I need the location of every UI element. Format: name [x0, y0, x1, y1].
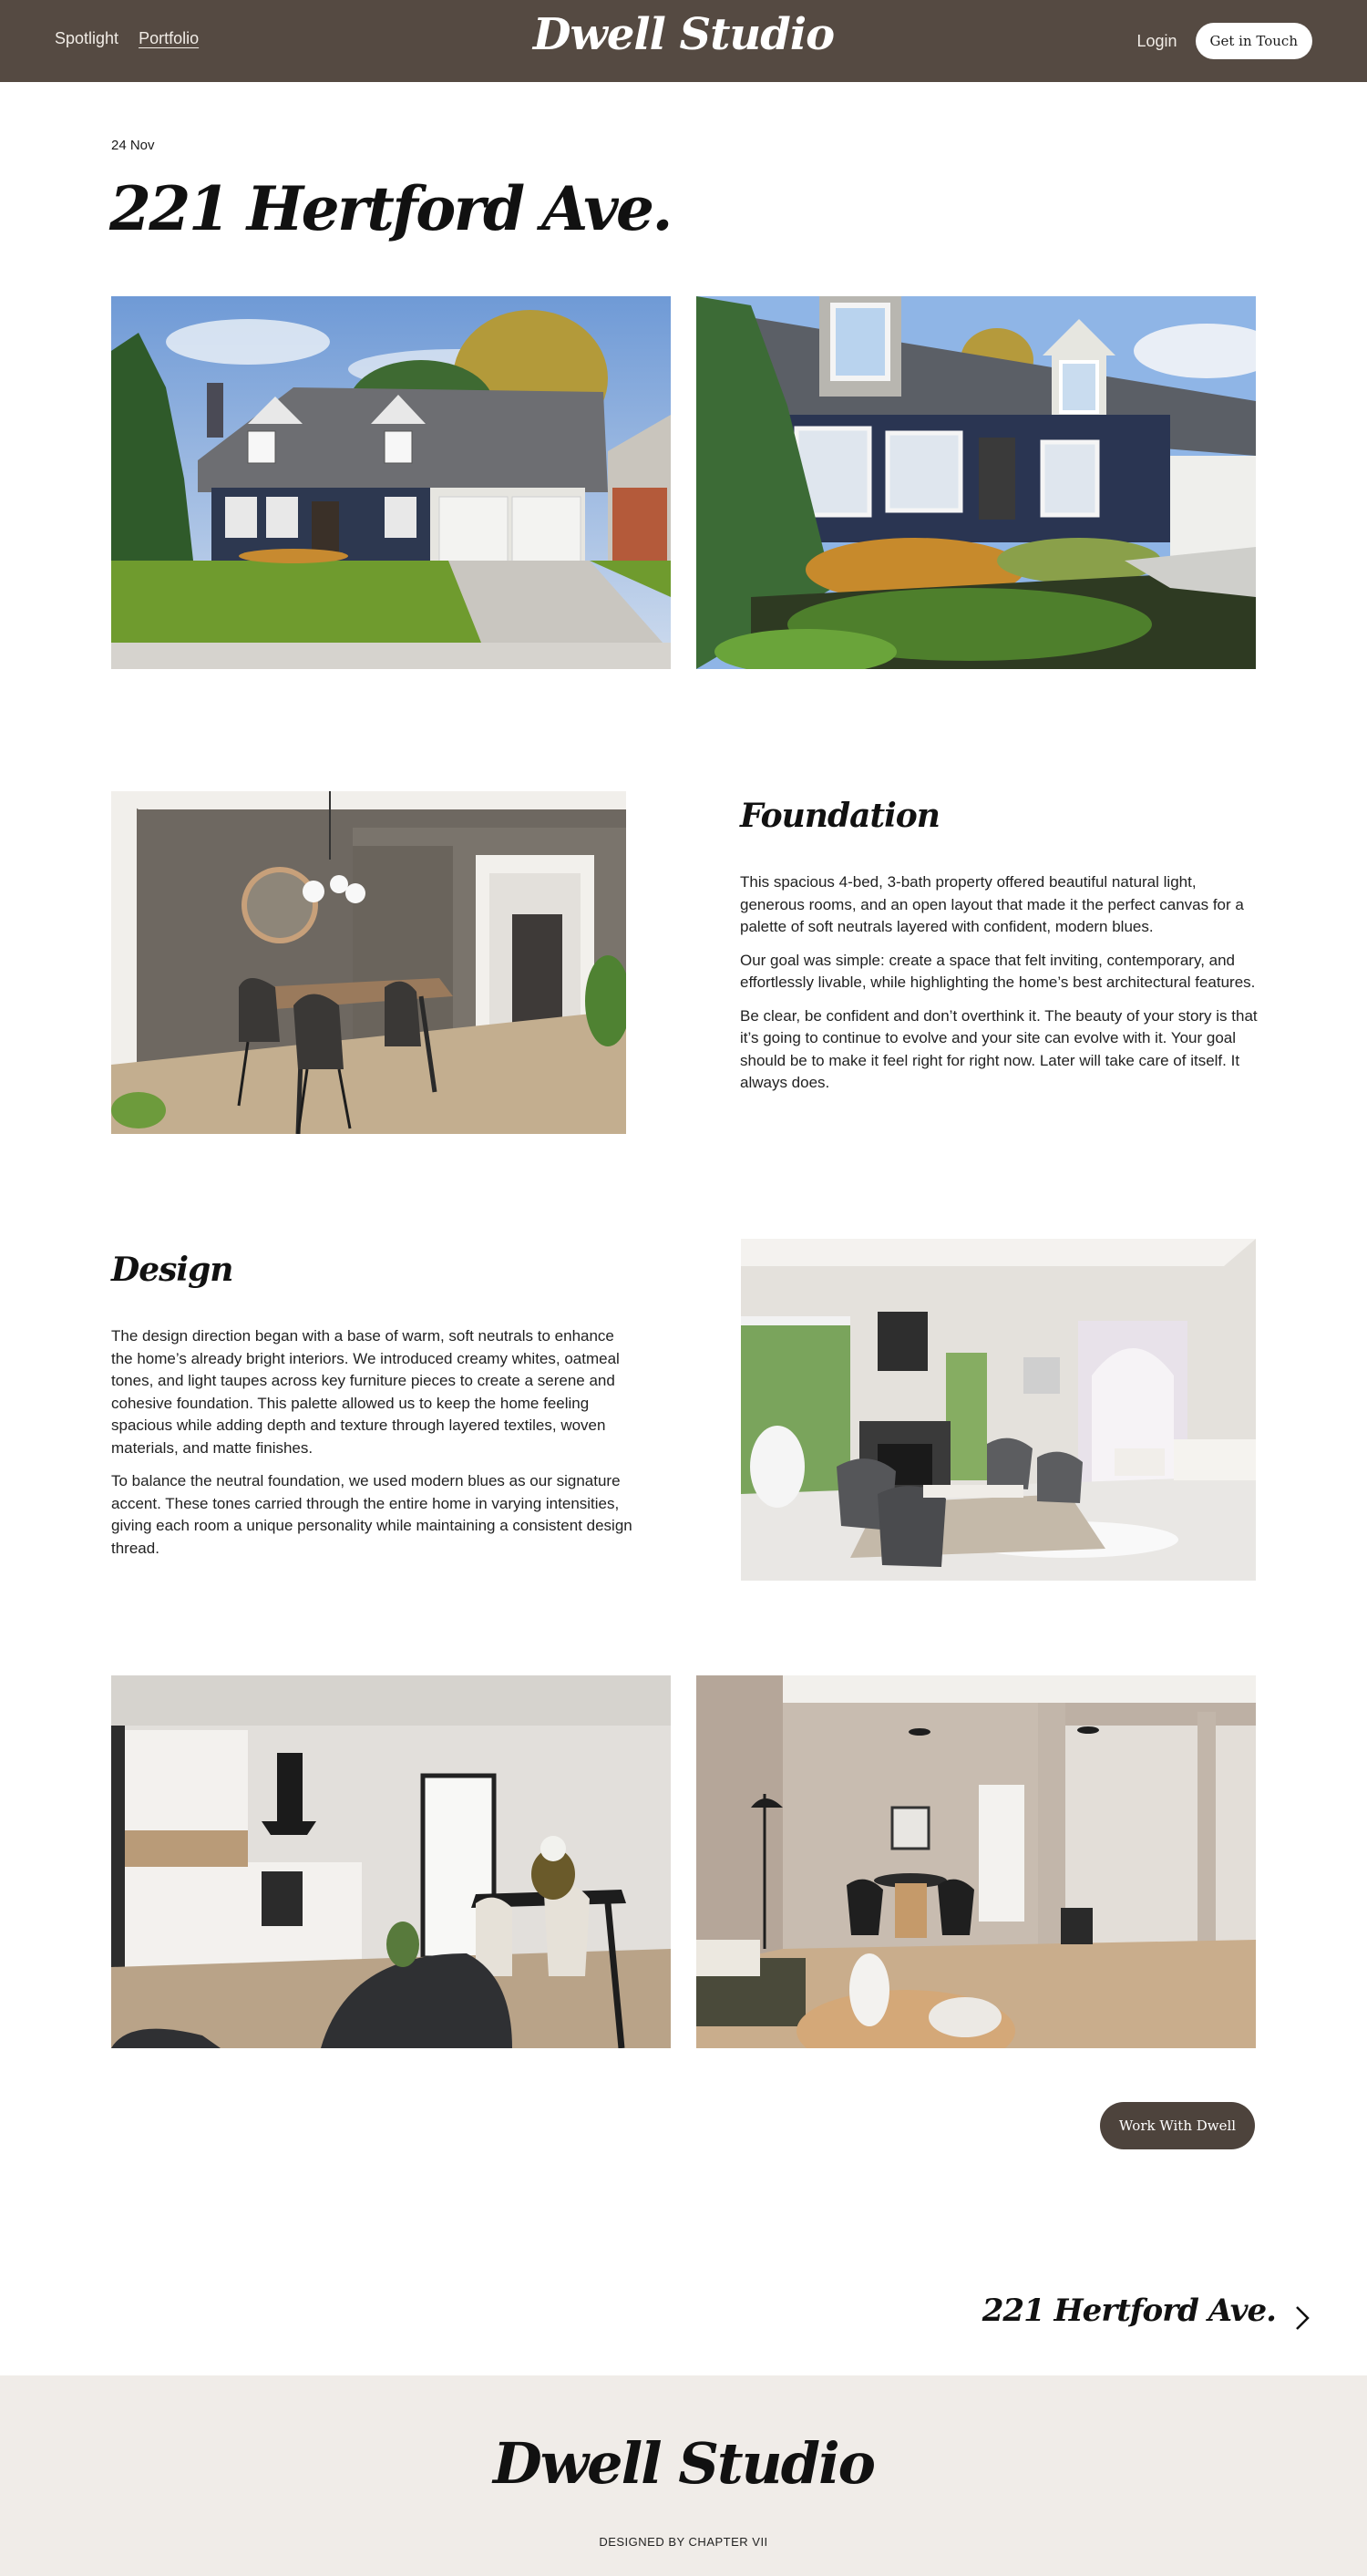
foundation-paragraph: This spacious 4-bed, 3-bath property offered beautiful natural light, generous rooms, and an open layout that made it the perfect canvas for a palette of soft neutrals layered with confident, modern blues.: [740, 873, 1244, 935]
footer-logo[interactable]: Dwell Studio: [492, 2430, 875, 2497]
login-link[interactable]: Login: [1136, 31, 1177, 50]
chevron-right-icon[interactable]: [1294, 2304, 1310, 2332]
header-actions: [1136, 23, 1312, 59]
living-room-photo: [741, 1239, 1256, 1581]
work-with-dwell-button[interactable]: Work With Dwell: [1100, 2102, 1255, 2149]
site-header: [0, 0, 1367, 82]
design-body: [111, 1325, 632, 1571]
design-paragraph: To balance the neutral foundation, we used modern blues as our signature accent. These tones carried through the entire home in varying intensities, giving each room a unique personality while maintaining a consistent design thread.: [111, 1472, 632, 1557]
site-footer: [0, 2375, 1367, 2576]
get-in-touch-button[interactable]: Get in Touch: [1196, 23, 1312, 59]
page-title: 221 Hertford Ave.: [109, 173, 672, 244]
post-date: 24 Nov: [111, 138, 155, 153]
kitchen-photo: [111, 1675, 671, 2048]
dining-room-photo: [111, 791, 626, 1134]
exterior-closeup-photo: [696, 296, 1256, 669]
foundation-body: [740, 871, 1259, 1106]
next-post-link[interactable]: 221 Hertford Ave.: [982, 2293, 1276, 2329]
design-title: Design: [111, 1251, 233, 1289]
footer-credit: DESIGNED BY CHAPTER VII: [599, 2535, 768, 2549]
exterior-front-photo: [111, 296, 671, 669]
foundation-paragraph: Our goal was simple: create a space that felt inviting, contemporary, and effortlessly livable, while highlighting the home’s best architectural features.: [740, 951, 1256, 991]
nav-portfolio[interactable]: Portfolio: [139, 29, 200, 47]
foundation-paragraph: Be clear, be confident and don’t overthink it. The beauty of your story is that it’s going to continue to evolve and your site can evolve with it. Your goal should be to make it feel right for right now. Later will take care of itself. It always does.: [740, 1006, 1258, 1091]
design-paragraph: The design direction began with a base of warm, soft neutrals to enhance the home’s already bright interiors. We introduced creamy whites, oatmeal tones, and light taupes across key furniture pieces to create a serene and cohesive foundation. This palette allowed us to keep the home feeling spacious while adding depth and texture through layered textiles, woven materials, and matte finishes.: [111, 1327, 620, 1457]
foundation-title: Foundation: [740, 797, 940, 835]
open-plan-dining-photo: [696, 1675, 1256, 2048]
site-logo[interactable]: Dwell Studio: [532, 9, 835, 60]
nav-spotlight[interactable]: Spotlight: [55, 29, 119, 47]
